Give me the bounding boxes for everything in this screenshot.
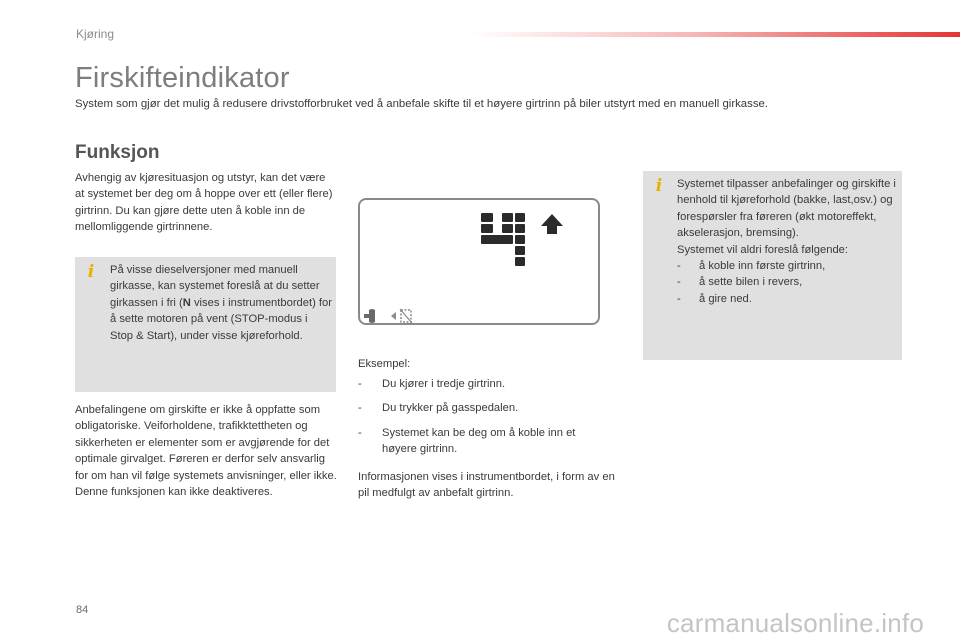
instrument-display-illustration: [358, 198, 600, 325]
example-list-item-2: [358, 400, 608, 416]
example-label: Eksempel:: [358, 358, 411, 370]
list-item: - å koble inn første girtrinn,: [677, 260, 826, 273]
page-number: 84: [76, 604, 89, 616]
list-item: - Du trykker på gasspedalen.: [358, 402, 519, 414]
neutral-gear-letter: N: [182, 296, 191, 309]
left-paragraph-1: Avhengig av kjøresituasjon og utstyr, kan det være at systemet ber deg om å hoppe over ett (eller flere) girtrinn. Du kan gjøre dette uten å koble inn de mellomliggende girtrinnene.: [75, 172, 333, 234]
gear-digit-4: [481, 213, 525, 266]
list-item: - å sette bilen i revers,: [677, 276, 803, 289]
middle-paragraph: Informasjonen vises i instrumentbordet, i form av en pil medfulgt av anbefalt girtrinn.: [358, 471, 615, 500]
never-suggest-list: [677, 258, 899, 307]
info-icon: i: [655, 176, 663, 196]
list-item: - Systemet kan be deg om å koble inn et høyere girtrinn.: [358, 427, 576, 456]
example-list-item-1: [358, 376, 608, 392]
example-list-item-3: [358, 425, 608, 458]
info-box-system: [643, 171, 902, 360]
watermark: carmanualsonline.info: [666, 608, 924, 638]
stop-start-icon: [364, 309, 412, 323]
info-box-diesel: [75, 257, 336, 392]
section-heading: Funksjon: [75, 142, 160, 163]
info-box-diesel-text: På visse dieselversjoner med manuell girkasse, kan systemet foreslå at du setter girkassen i fri (N vises i instrumentbordet) for å sette motoren på vent (STOP-modus i Stop & Start), under visse kjøreforhold.: [110, 264, 332, 342]
list-item: - å gire ned.: [677, 292, 752, 305]
info-icon: i: [87, 262, 95, 282]
section-label: Kjøring: [76, 27, 115, 41]
left-paragraph-3: Denne funksjonen kan ikke deaktiveres.: [75, 486, 273, 499]
left-paragraph-2: Anbefalingene om girskifte er ikke å oppfatte som obligatoriske. Veiforholdene, trafikktettheten og sikkerheten er elementer som er avgjørende for det optimale girvalget. Føreren er derfor selv ansvarlig for om han vil følge systemets anvisninger, eller ikke. Denne funksjonen kan ikke deaktiveres.: [75, 404, 337, 499]
intro-text: System som gjør det mulig å redusere drivstofforbruket ved å anbefale skifte til et høyere girtrinn på biler utstyrt med en manuell girkasse.: [75, 98, 769, 110]
header-accent-bar: [470, 32, 960, 37]
up-arrow-icon: [541, 214, 563, 234]
info-box-system-text: Systemet tilpasser anbefalinger og girskifte i henhold til kjøreforhold (bakke, last,osv.) og forespørsler fra føreren (økt motoreffekt, akselerasjon, bremsing). Systemet vil aldri foreslå følgende: - å koble inn første girtrinn, - å sette bilen i revers, - å gire ned.: [677, 176, 899, 307]
gear-indicator-graphic: [360, 200, 598, 323]
list-item: - Du kjører i tredje girtrinn.: [358, 378, 506, 390]
page-title: Firskifteindikator: [75, 62, 290, 94]
